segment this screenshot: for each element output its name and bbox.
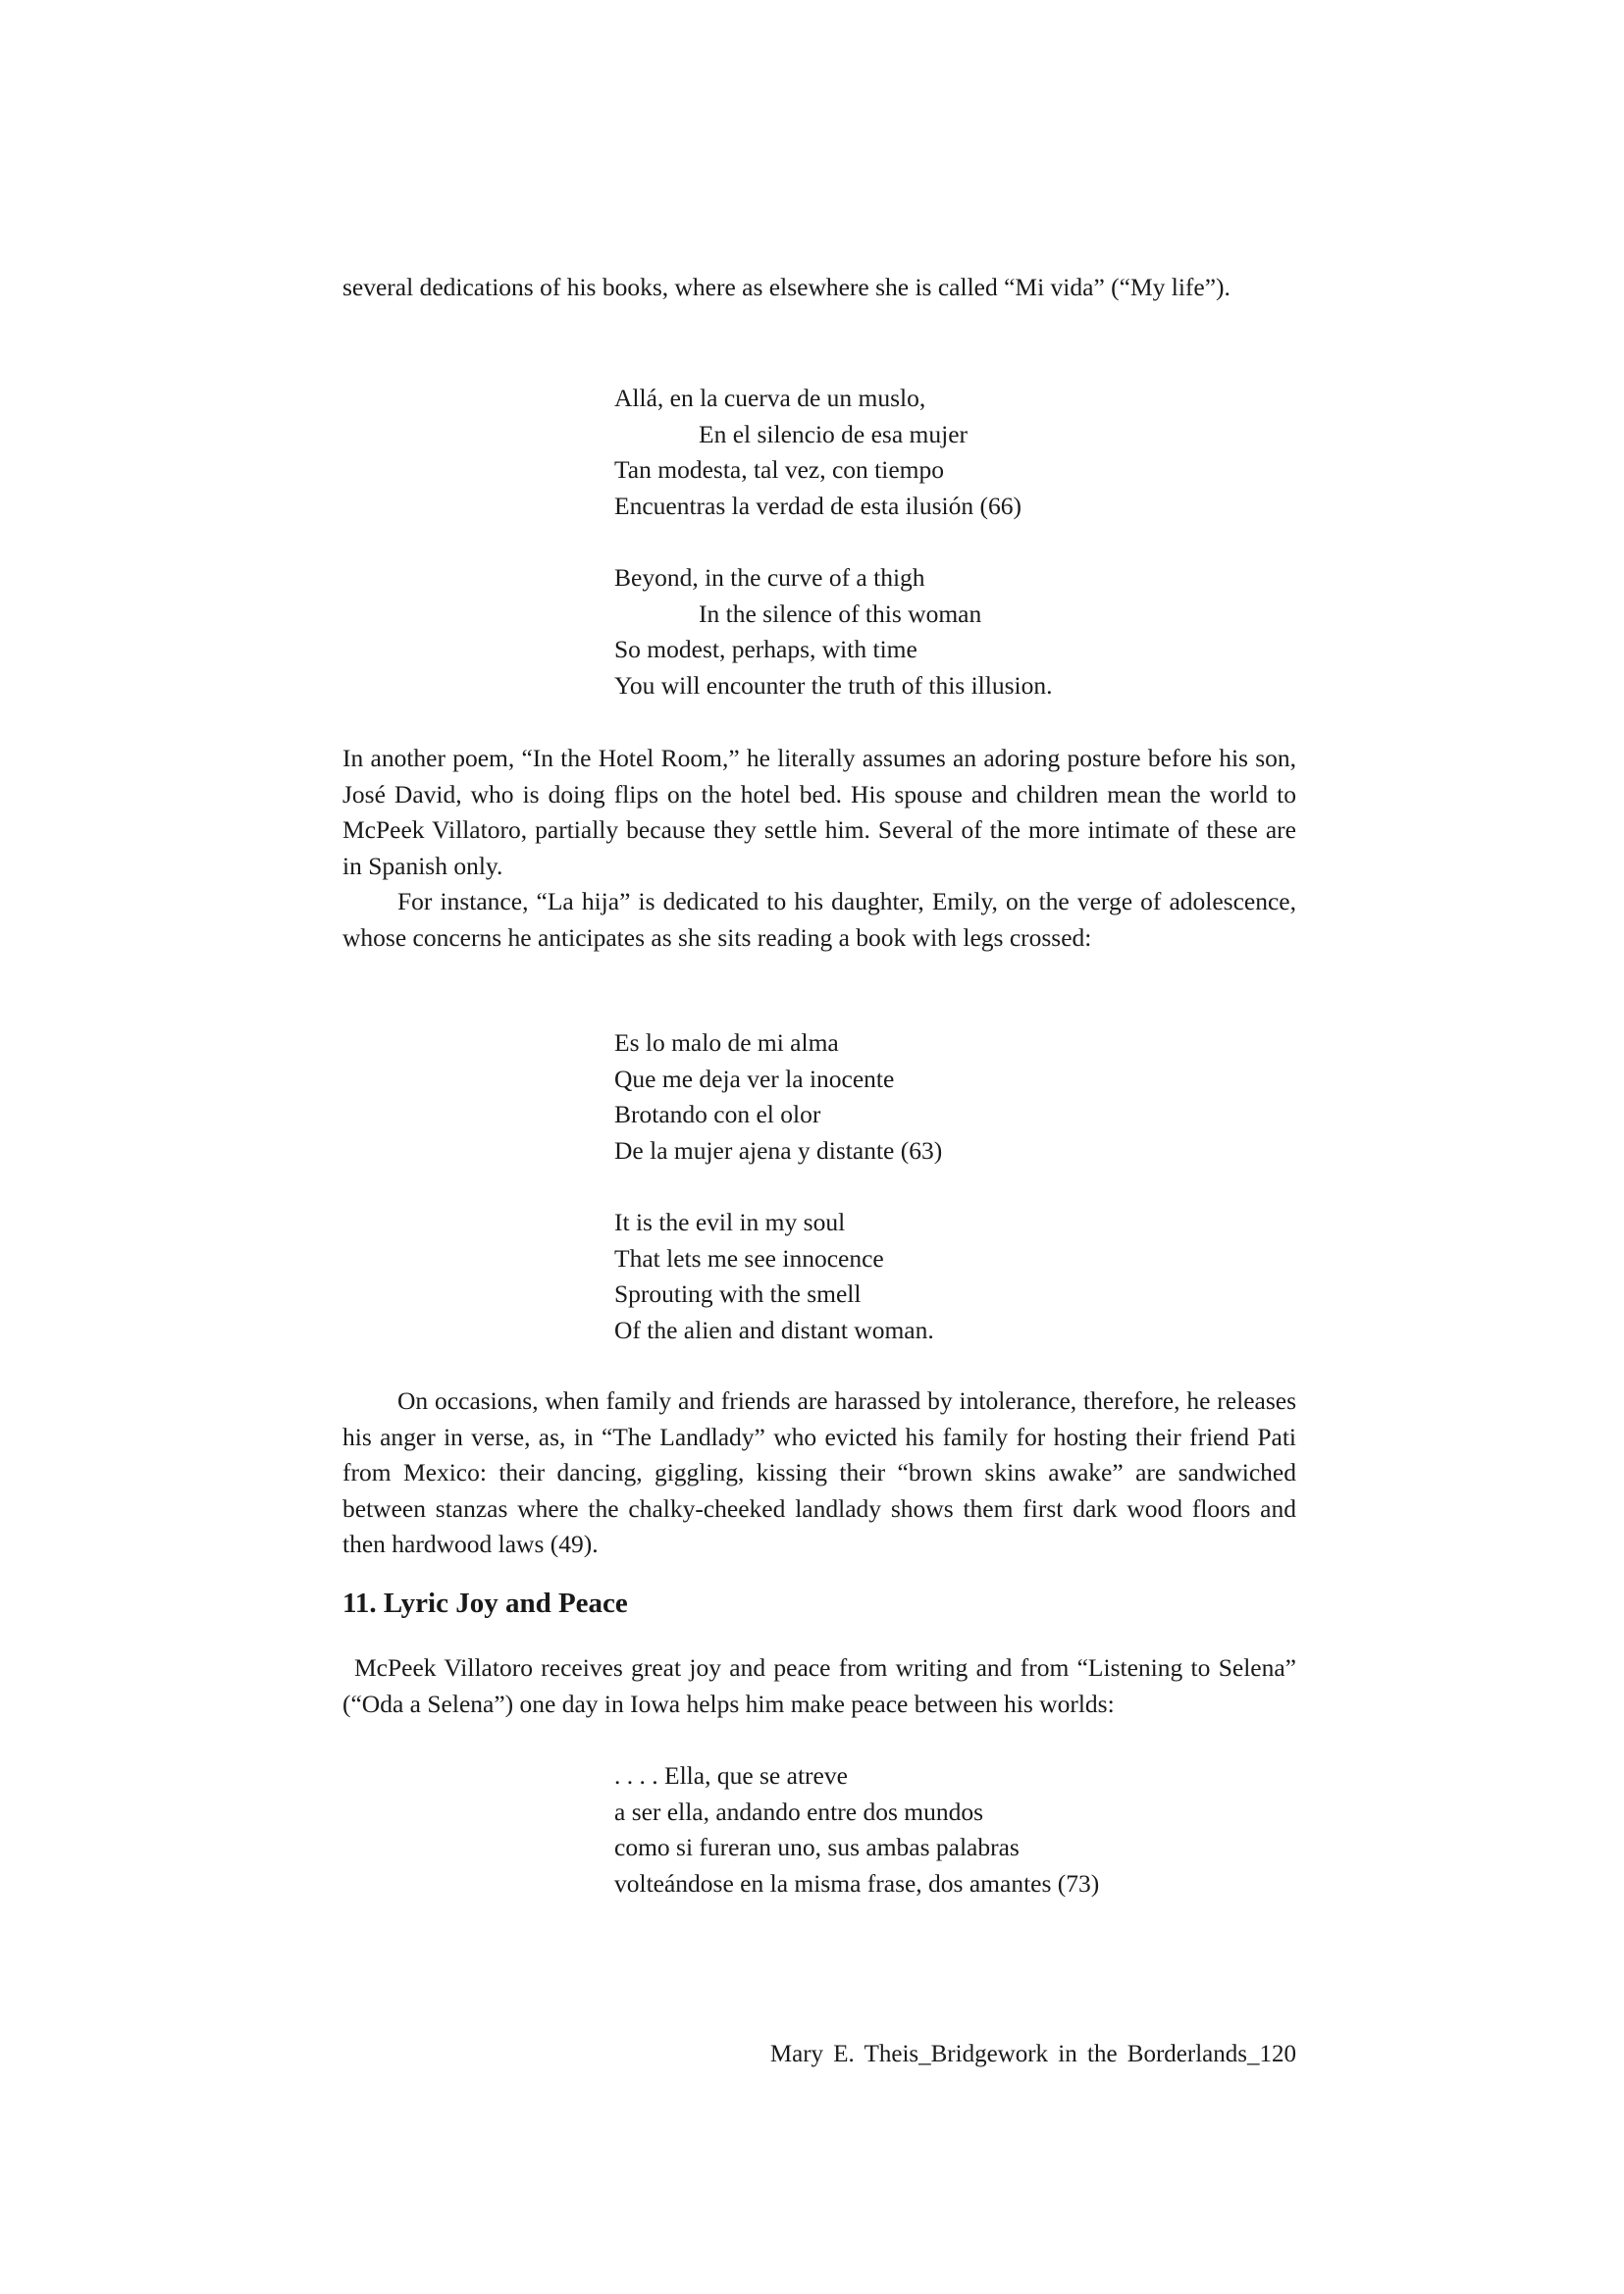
verse-line: como si fureran uno, sus ambas palabras [614,1833,1020,1861]
verse-line: In the silence of this woman [699,599,982,628]
verse-line: Es lo malo de mi alma [614,1028,839,1057]
section-heading: 11. Lyric Joy and Peace [342,1588,628,1619]
verse-line: Beyond, in the curve of a thigh [614,563,925,592]
verse-line: volteándose en la misma frase, dos amantes (73) [614,1868,1100,1898]
verse-line: Encuentras la verdad de esta ilusión (66) [614,491,1022,520]
verse-line: Sprouting with the smell [614,1279,862,1308]
paragraph-selena: McPeek Villatoro receives great joy and peace from writing and from “Listening to Selena” (“Oda a Selena”) one day in Iowa helps him make peace between his worlds: [342,1653,1296,1718]
verse-spanish-1 [614,381,1252,524]
paragraph-la-hija: For instance, “La hija” is dedicated to his daughter, Emily, on the verge of adolescence, whose concerns he anticipates as she sits reading a book with legs crossed: [342,887,1296,952]
verse-line: De la mujer ajena y distante (63) [614,1135,943,1165]
verse-line: a ser ella, andando entre dos mundos [614,1797,984,1826]
verse-line: En el silencio de esa mujer [699,419,969,448]
page-footer: Mary E. Theis_Bridgework in the Borderlands_120 [769,2041,1296,2067]
paragraph-hotel-room: In another poem, “In the Hotel Room,” he literally assumes an adoring posture before his son, José David, who is doing flips on the hotel bed. His spouse and children mean the world to McPeek Villatoro, partially because they settle him. Several of the more intimate of these are in Spanish only. [342,744,1296,880]
paragraph-dedications: several dedications of his books, where as elsewhere she is called “Mi vida” (“My life”). [342,273,1231,301]
verse-line: It is the evil in my soul [614,1208,846,1236]
paragraph-landlady: On occasions, when family and friends are harassed by intolerance, therefore, he releases his anger in verse, as, in “The Landlady” who evicted his family for hosting their friend Pati from Mexico: their dancing, giggling, kissing their “brown skins awake” are sandwiched between stanzas where the chalky-cheeked landlady shows them first dark wood floors and then hardwood laws (49). [342,1386,1296,1558]
verse-line: Que me deja ver la inocente [614,1064,895,1093]
verse-line: Allá, en la cuerva de un muslo, [614,384,926,412]
verse-line: That lets me see innocence [614,1243,884,1273]
verse-english-1 [614,560,1252,704]
verse-english-2 [614,1205,1252,1348]
verse-line: Tan modesta, tal vez, con tiempo [614,455,944,484]
verse-line: Brotando con el olor [614,1100,821,1128]
verse-line: You will encounter the truth of this illusion. [614,670,1053,700]
verse-spanish-3 [614,1758,1252,1902]
verse-spanish-2 [614,1025,1252,1169]
verse-line: So modest, perhaps, with time [614,635,917,663]
verse-line: . . . . Ella, que se atreve [614,1761,848,1790]
verse-line: Of the alien and distant woman. [614,1315,934,1344]
